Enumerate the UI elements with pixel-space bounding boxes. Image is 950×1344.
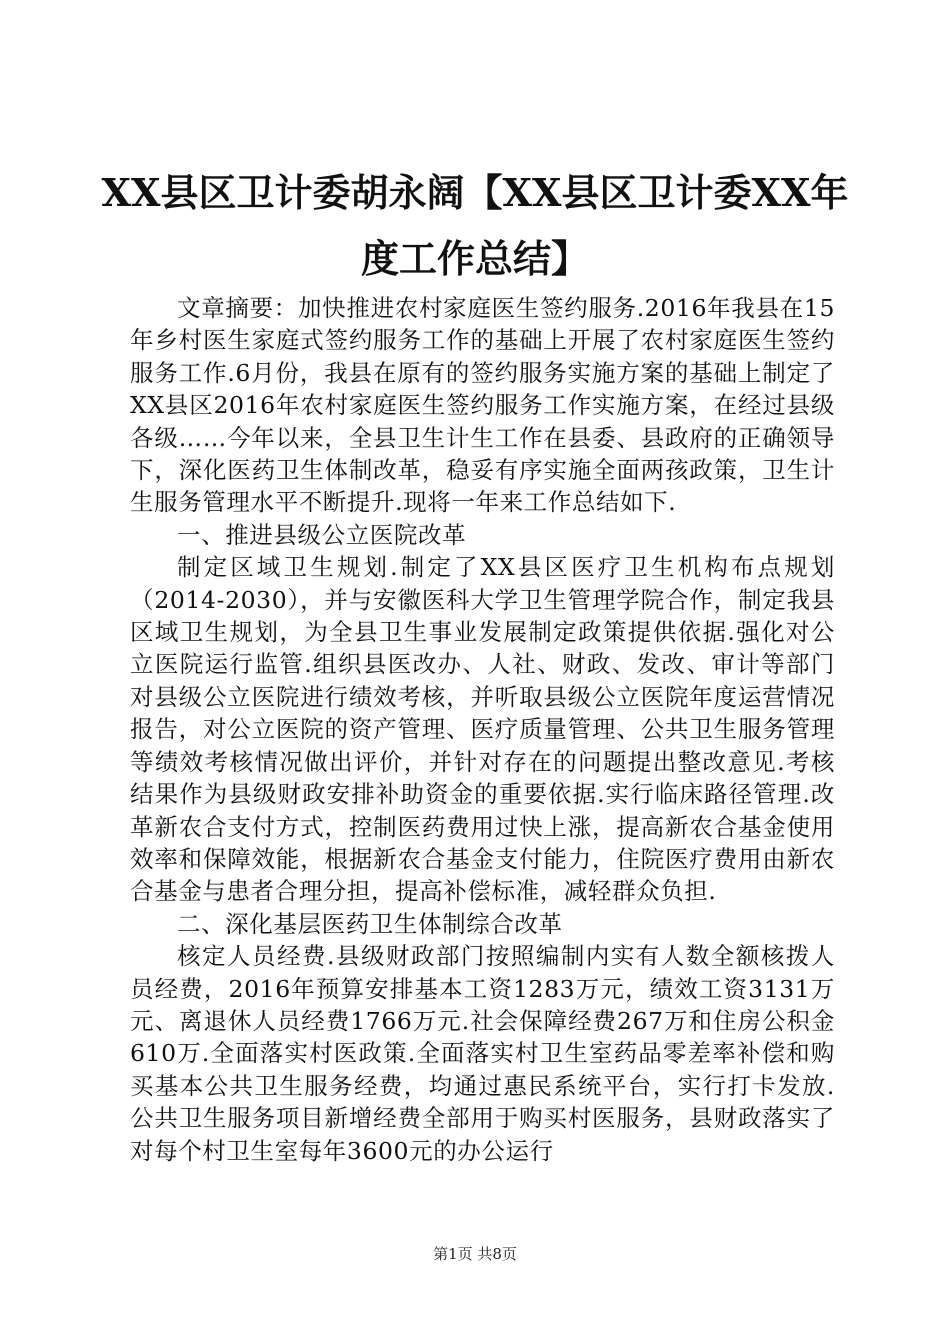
document-title: XX县区卫计委胡永阔【XX县区卫计委XX年度工作总结】 <box>101 170 849 281</box>
page-number: 第1页 共8页 <box>433 1245 517 1263</box>
document-body <box>130 292 835 1167</box>
section-heading-2: 二、深化基层医药卫生体制综合改革 <box>177 909 563 938</box>
section-1-paragraph: 制定区域卫生规划.制定了XX县区医疗卫生机构布点规划（2014-2030），并与安徽医科大学卫生管理学院合作，制定我县区域卫生规划，为全县卫生事业发展制定政策提供依据.强化对公立医院运行监管.组织县医改办、人社、财政、发改、审计等部门对县级公立医院进行绩效考核，并听取县级公立医院年度运营情况报告，对公立医院的资产管理、医疗质量管理、公共卫生服务管理等绩效考核情况做出评价，并针对存在的问题提出整改意见.考核结果作为县级财政安排补助资金的重要依据.实行临床路径管理.改革新农合支付方式，控制医药费用过快上涨，提高新农合基金使用效率和保障效能，根据新农合基金支付能力，住院医疗费用由新农合基金与患者合理分担，提高补偿标准，减轻群众负担. <box>130 553 835 906</box>
section-heading-1: 一、推进县级公立医院改革 <box>177 520 467 549</box>
section-2-paragraph: 核定人员经费.县级财政部门按照编制内实有人数全额核拨人员经费，2016年预算安排基本工资1283万元，绩效工资3131万元、离退休人员经费1766万元.社会保障经费267万和住房公积金610万.全面落实村医政策.全面落实村卫生室药品零差率补偿和购买基本公共卫生服务经费，均通过惠民系统平台，实行打卡发放.公共卫生服务项目新增经费全部用于购买村医服务，县财政落实了对每个村卫生室每年3600元的办公运行 <box>130 942 835 1165</box>
abstract-paragraph: 文章摘要：加快推进农村家庭医生签约服务.2016年我县在15年乡村医生家庭式签约服务工作的基础上开展了农村家庭医生签约服务工作.6月份，我县在原有的签约服务实施方案的基础上制定了XX县区2016年农村家庭医生签约服务工作实施方案，在经过县级各级……今年以来，全县卫生计生工作在县委、县政府的正确领导下，深化医药卫生体制改革，稳妥有序实施全面两孩政策，卫生计生服务管理水平不断提升.现将一年来工作总结如下. <box>130 294 835 517</box>
